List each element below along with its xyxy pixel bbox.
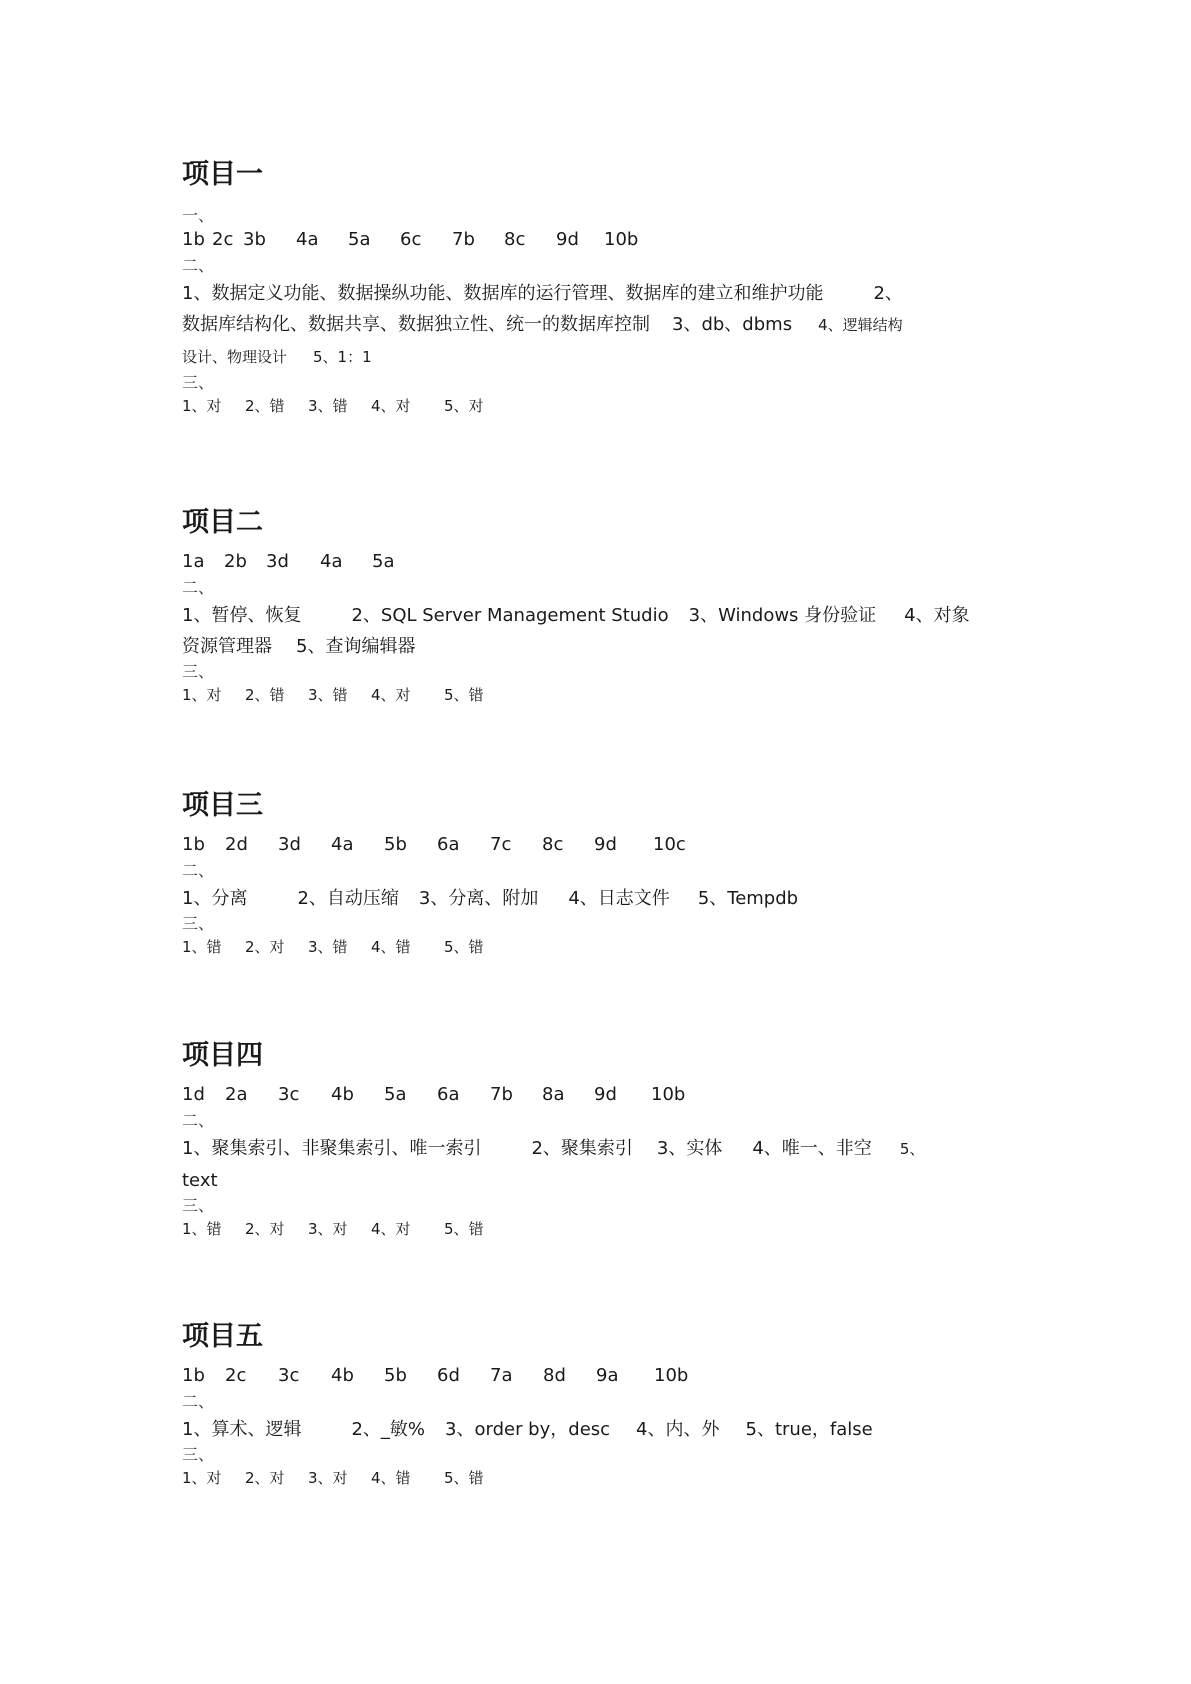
tf-answer: 1、对 <box>182 397 222 415</box>
tf-answer: 4、错 <box>371 938 411 956</box>
mc-answer: 9d <box>594 834 617 855</box>
fill-answer: 设计、物理设计 <box>182 348 288 366</box>
mc-answer: 2c <box>212 229 234 250</box>
section-project-2 <box>182 506 1022 710</box>
tf-answer: 1、对 <box>182 1469 222 1487</box>
tf-answer: 5、对 <box>444 397 484 415</box>
mc-answer: 1b <box>182 1365 205 1386</box>
mc-answer: 7a <box>490 1365 513 1386</box>
fill-label: 二、 <box>182 1392 215 1411</box>
tf-answer: 3、错 <box>308 397 348 415</box>
mc-answer: 6d <box>437 1365 460 1386</box>
fill-answer: 4、内、外 <box>636 1419 720 1440</box>
mc-answer: 9d <box>556 229 579 250</box>
mc-answer: 1b <box>182 834 205 855</box>
fill-answer: 3、分离、附加 <box>418 888 539 909</box>
tf-answer: 5、错 <box>444 1469 484 1487</box>
tf-answer: 3、错 <box>308 686 348 704</box>
fill-answer: 3、db、dbms <box>672 314 793 335</box>
mc-answer: 3d <box>266 551 289 572</box>
tf-label: 三、 <box>182 662 215 681</box>
mc-answer: 10b <box>654 1365 689 1386</box>
mc-answer: 4b <box>331 1084 354 1105</box>
tf-label: 三、 <box>182 1445 215 1464</box>
tf-answer: 5、错 <box>444 686 484 704</box>
mc-answer: 1a <box>182 551 205 572</box>
tf-answer: 2、错 <box>245 397 285 415</box>
tf-answer: 2、对 <box>245 938 285 956</box>
fill-label: 二、 <box>182 1111 215 1130</box>
fill-answer: 2、聚集索引 <box>531 1138 633 1159</box>
fill-answer: 5、 <box>899 1140 925 1158</box>
section-title: 项目三 <box>182 790 263 821</box>
mc-answer: 3b <box>243 229 266 250</box>
tf-answer: 3、对 <box>308 1220 348 1238</box>
mc-answer: 10b <box>604 229 639 250</box>
fill-answer: 3、Windows 身份验证 <box>688 605 877 626</box>
fill-answer: 4、逻辑结构 <box>818 316 903 334</box>
tf-answer: 3、错 <box>308 938 348 956</box>
fill-answers <box>182 1133 1022 1196</box>
section-project-1 <box>182 158 1022 421</box>
mc-answer: 1d <box>182 1084 205 1105</box>
mc-answer: 2a <box>225 1084 248 1105</box>
mc-answer: 7b <box>490 1084 513 1105</box>
fill-answers <box>182 883 1022 914</box>
fill-answer: 3、实体 <box>656 1138 723 1159</box>
tf-label: 三、 <box>182 1196 215 1215</box>
mc-answers <box>182 1083 1022 1111</box>
tf-answer: 1、错 <box>182 938 222 956</box>
mc-answer: 8a <box>542 1084 565 1105</box>
mc-answer: 4a <box>320 551 343 572</box>
section-project-4 <box>182 1039 1022 1244</box>
fill-answers <box>182 600 1022 662</box>
section-project-3 <box>182 789 1022 962</box>
mc-answer: 5b <box>384 1365 407 1386</box>
mc-answer: 8c <box>504 229 526 250</box>
mc-answer: 3c <box>278 1084 300 1105</box>
fill-label: 二、 <box>182 578 215 597</box>
section-project-5 <box>182 1320 1022 1493</box>
mc-answer: 10c <box>653 834 686 855</box>
fill-answer: 4、对象 <box>904 605 970 626</box>
fill-answer: 1、数据定义功能、数据操纵功能、数据库的运行管理、数据库的建立和维护功能 <box>182 283 824 304</box>
mc-answer: 9a <box>596 1365 619 1386</box>
mc-answer: 4a <box>331 834 354 855</box>
mc-answer: 8c <box>542 834 564 855</box>
fill-answers <box>182 1414 1022 1445</box>
fill-answer: 5、true，false <box>745 1419 873 1440</box>
tf-answer: 2、对 <box>245 1469 285 1487</box>
fill-answer: 3、order by，desc <box>445 1419 611 1440</box>
fill-answer: 1、聚集索引、非聚集索引、唯一索引 <box>182 1138 482 1159</box>
tf-answer: 4、对 <box>371 397 411 415</box>
mc-answer: 1b <box>182 229 205 250</box>
fill-answer: 数据库结构化、数据共享、数据独立性、统一的数据库控制 <box>182 314 650 335</box>
section-title: 项目一 <box>182 159 263 190</box>
section-title: 项目二 <box>182 507 263 538</box>
mc-answer: 4b <box>331 1365 354 1386</box>
tf-answer: 1、对 <box>182 686 222 704</box>
mc-answers <box>182 833 1022 861</box>
mc-label: 一、 <box>182 206 215 225</box>
section-title: 项目四 <box>182 1040 263 1071</box>
fill-answer: 2、 <box>873 283 903 304</box>
fill-label: 二、 <box>182 256 215 275</box>
mc-answer: 4a <box>296 229 319 250</box>
mc-answer: 6a <box>437 834 460 855</box>
fill-answer: text <box>182 1170 218 1191</box>
mc-answer: 2d <box>225 834 248 855</box>
fill-answer: 2、SQL Server Management Studio <box>351 605 669 626</box>
mc-answer: 9d <box>594 1084 617 1105</box>
mc-answer: 2b <box>224 551 247 572</box>
mc-answer: 7c <box>490 834 512 855</box>
fill-answer: 5、Tempdb <box>697 888 799 909</box>
mc-answer: 3d <box>278 834 301 855</box>
fill-answer: 1、暂停、恢复 <box>182 605 302 626</box>
mc-answers <box>182 550 1022 578</box>
tf-label: 三、 <box>182 373 215 392</box>
mc-answers <box>182 1364 1022 1392</box>
fill-answer: 2、_敏% <box>351 1419 426 1440</box>
fill-answer: 1、分离 <box>182 888 248 909</box>
mc-answer: 5b <box>384 834 407 855</box>
mc-answers <box>182 228 1022 256</box>
tf-answers <box>182 936 1022 962</box>
tf-answer: 5、错 <box>444 1220 484 1238</box>
tf-answer: 4、对 <box>371 1220 411 1238</box>
fill-answers <box>182 278 1022 373</box>
mc-answer: 5a <box>348 229 371 250</box>
fill-answer: 资源管理器 <box>182 636 272 657</box>
section-title: 项目五 <box>182 1321 263 1352</box>
fill-answer: 5、查询编辑器 <box>296 636 416 657</box>
tf-answer: 3、对 <box>308 1469 348 1487</box>
mc-answer: 7b <box>452 229 475 250</box>
fill-answer: 2、自动压缩 <box>297 888 399 909</box>
tf-answers <box>182 395 1022 421</box>
tf-label: 三、 <box>182 914 215 933</box>
mc-answer: 2c <box>225 1365 247 1386</box>
tf-answer: 5、错 <box>444 938 484 956</box>
fill-label: 二、 <box>182 861 215 880</box>
tf-answers <box>182 684 1022 710</box>
tf-answer: 1、错 <box>182 1220 222 1238</box>
mc-answer: 6a <box>437 1084 460 1105</box>
fill-answer: 4、日志文件 <box>568 888 670 909</box>
mc-answer: 10b <box>651 1084 686 1105</box>
tf-answers <box>182 1467 1022 1493</box>
tf-answer: 2、错 <box>245 686 285 704</box>
fill-answer: 4、唯一、非空 <box>752 1138 872 1159</box>
mc-answer: 5a <box>372 551 395 572</box>
mc-answer: 5a <box>384 1084 407 1105</box>
tf-answers <box>182 1218 1022 1244</box>
mc-answer: 3c <box>278 1365 300 1386</box>
tf-answer: 4、错 <box>371 1469 411 1487</box>
mc-answer: 8d <box>543 1365 566 1386</box>
tf-answer: 4、对 <box>371 686 411 704</box>
tf-answer: 2、对 <box>245 1220 285 1238</box>
fill-answer: 1、算术、逻辑 <box>182 1419 302 1440</box>
mc-answer: 6c <box>400 229 422 250</box>
fill-answer: 5、1：1 <box>313 348 372 366</box>
